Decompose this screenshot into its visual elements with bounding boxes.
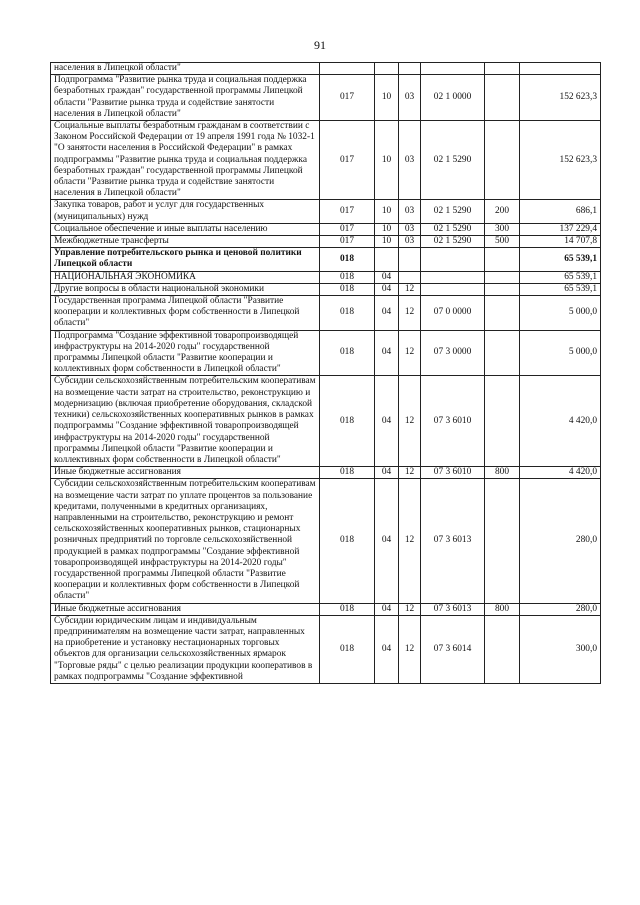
row-name-cell: Субсидии юридическим лицам и индивидуальным предпринимателям на возмещение части затрат, направленных на приобретение и установку нестационарных торговых объектов для организации сельскохозяйственных ярмарок "Торговые ряды" с целью реализации продукции кооперативов в рамках подпрограммы "Создание эффективной: [51, 615, 320, 683]
section-code-cell: 10: [375, 200, 399, 223]
budget-table: [50, 62, 601, 684]
subsection-code-cell: [399, 271, 421, 283]
subsection-code-cell: 12: [399, 376, 421, 467]
amount-cell: 4 420,0: [520, 467, 601, 479]
section-code-cell: 10: [375, 75, 399, 121]
amount-cell: 137 229,4: [520, 223, 601, 235]
subsection-code-cell: 03: [399, 121, 421, 200]
target-article-cell: [421, 283, 485, 295]
target-article-cell: 07 3 6014: [421, 615, 485, 683]
target-article-cell: 07 3 6010: [421, 467, 485, 479]
admin-code-cell: 018: [320, 467, 375, 479]
target-article-cell: 02 1 5290: [421, 121, 485, 200]
table-row: [51, 75, 601, 121]
row-name-cell: Социальные выплаты безработным гражданам в соответствии с Законом Российской Федерации от 19 апреля 1991 года № 1032-1 "О занятости населения в Российской Федерации" в рамках подпрограммы "Развитие рынка труда и социальная поддержка безработных граждан" государственной программы Липецкой области "Развитие рынка труда и содействие занятости населения в Липецкой области": [51, 121, 320, 200]
table-row: [51, 296, 601, 331]
expense-type-cell: 200: [485, 200, 520, 223]
target-article-cell: [421, 271, 485, 283]
target-article-cell: 02 1 5290: [421, 236, 485, 248]
row-name-cell: населения в Липецкой области": [51, 63, 320, 75]
expense-type-cell: [485, 75, 520, 121]
section-code-cell: 10: [375, 223, 399, 235]
section-code-cell: 04: [375, 467, 399, 479]
amount-cell: 65 539,1: [520, 283, 601, 295]
row-name-cell: Подпрограмма "Развитие рынка труда и социальная поддержка безработных граждан" государственной программы Липецкой области "Развитие рынка труда и содействие занятости населения в Липецкой области": [51, 75, 320, 121]
table-row: [51, 283, 601, 295]
target-article-cell: 07 3 6013: [421, 479, 485, 603]
admin-code-cell: 018: [320, 283, 375, 295]
table-row: [51, 63, 601, 75]
table-row: [51, 236, 601, 248]
subsection-code-cell: 12: [399, 479, 421, 603]
amount-cell: 300,0: [520, 615, 601, 683]
target-article-cell: 07 3 0000: [421, 330, 485, 376]
row-name-cell: НАЦИОНАЛЬНАЯ ЭКОНОМИКА: [51, 271, 320, 283]
admin-code-cell: 017: [320, 236, 375, 248]
expense-type-cell: [485, 615, 520, 683]
amount-cell: 4 420,0: [520, 376, 601, 467]
expense-type-cell: [485, 271, 520, 283]
amount-cell: 686,1: [520, 200, 601, 223]
admin-code-cell: 017: [320, 75, 375, 121]
row-name-cell: Межбюджетные трансферты: [51, 236, 320, 248]
expense-type-cell: 500: [485, 236, 520, 248]
table-row: [51, 615, 601, 683]
page-number: 91: [314, 38, 326, 52]
amount-cell: 5 000,0: [520, 296, 601, 331]
expense-type-cell: [485, 121, 520, 200]
row-name-cell: Субсидии сельскохозяйственным потребительским кооперативам на возмещение части затрат на строительство, реконструкцию и модернизацию (включая приобретение оборудования, складской техники) сельскохозяйственных кооперативных рынков в рамках подпрограммы "Создание эффективной товаропроизводящей инфраструктуры на 2014-2020 годы" государственной программы Липецкой области "Развитие кооперации и коллективных форм собственности в Липецкой области": [51, 376, 320, 467]
amount-cell: 65 539,1: [520, 248, 601, 271]
admin-code-cell: 018: [320, 376, 375, 467]
table-row: [51, 248, 601, 271]
admin-code-cell: 017: [320, 121, 375, 200]
expense-type-cell: [485, 376, 520, 467]
row-name-cell: Иные бюджетные ассигнования: [51, 603, 320, 615]
amount-cell: 14 707,8: [520, 236, 601, 248]
section-code-cell: 04: [375, 330, 399, 376]
row-name-cell: Субсидии сельскохозяйственным потребительским кооперативам на возмещение части затрат по уплате процентов за пользование кредитами, полученными в кредитных организациях, направленными на строительство, реконструкцию и ремонт сельскохозяйственных кооперативных рынков, стационарных розничных предприятий по торговле сельскохозяйственной продукцией в рамках подпрограммы "Создание эффективной товаропроизводящей инфраструктуры на 2014-2020 годы" государственной программы Липецкой области "Развитие кооперации и коллективных форм собственности в Липецкой области": [51, 479, 320, 603]
expense-type-cell: [485, 63, 520, 75]
admin-code-cell: 018: [320, 330, 375, 376]
table-row: [51, 330, 601, 376]
row-name-cell: Закупка товаров, работ и услуг для государственных (муниципальных) нужд: [51, 200, 320, 223]
subsection-code-cell: 12: [399, 330, 421, 376]
admin-code-cell: 017: [320, 200, 375, 223]
target-article-cell: 07 0 0000: [421, 296, 485, 331]
expense-type-cell: 300: [485, 223, 520, 235]
target-article-cell: 07 3 6013: [421, 603, 485, 615]
expense-type-cell: [485, 479, 520, 603]
section-code-cell: [375, 63, 399, 75]
subsection-code-cell: [399, 248, 421, 271]
admin-code-cell: 018: [320, 271, 375, 283]
row-name-cell: Другие вопросы в области национальной экономики: [51, 283, 320, 295]
table-body: [51, 63, 601, 684]
subsection-code-cell: 12: [399, 283, 421, 295]
row-name-cell: Иные бюджетные ассигнования: [51, 467, 320, 479]
subsection-code-cell: [399, 63, 421, 75]
admin-code-cell: 018: [320, 603, 375, 615]
target-article-cell: [421, 248, 485, 271]
row-name-cell: Государственная программа Липецкой области "Развитие кооперации и коллективных форм собственности в Липецкой области": [51, 296, 320, 331]
section-code-cell: 04: [375, 296, 399, 331]
expense-type-cell: [485, 296, 520, 331]
admin-code-cell: [320, 63, 375, 75]
admin-code-cell: 018: [320, 248, 375, 271]
amount-cell: 65 539,1: [520, 271, 601, 283]
section-code-cell: 04: [375, 479, 399, 603]
expense-type-cell: [485, 283, 520, 295]
amount-cell: 152 623,3: [520, 121, 601, 200]
target-article-cell: 07 3 6010: [421, 376, 485, 467]
amount-cell: 5 000,0: [520, 330, 601, 376]
table-row: [51, 121, 601, 200]
section-code-cell: 10: [375, 236, 399, 248]
section-code-cell: [375, 248, 399, 271]
target-article-cell: 02 1 5290: [421, 200, 485, 223]
subsection-code-cell: 12: [399, 467, 421, 479]
table-row: [51, 467, 601, 479]
amount-cell: 280,0: [520, 479, 601, 603]
section-code-cell: 04: [375, 283, 399, 295]
amount-cell: 280,0: [520, 603, 601, 615]
expense-type-cell: 800: [485, 467, 520, 479]
subsection-code-cell: 03: [399, 223, 421, 235]
expense-type-cell: [485, 248, 520, 271]
section-code-cell: 04: [375, 376, 399, 467]
subsection-code-cell: 03: [399, 75, 421, 121]
table-row: [51, 200, 601, 223]
expense-type-cell: 800: [485, 603, 520, 615]
admin-code-cell: 018: [320, 296, 375, 331]
amount-cell: [520, 63, 601, 75]
table-row: [51, 603, 601, 615]
subsection-code-cell: 12: [399, 603, 421, 615]
subsection-code-cell: 12: [399, 296, 421, 331]
expense-type-cell: [485, 330, 520, 376]
table-row: [51, 223, 601, 235]
section-code-cell: 04: [375, 615, 399, 683]
subsection-code-cell: 12: [399, 615, 421, 683]
subsection-code-cell: 03: [399, 236, 421, 248]
section-code-cell: 04: [375, 271, 399, 283]
row-name-cell: Социальное обеспечение и иные выплаты населению: [51, 223, 320, 235]
admin-code-cell: 017: [320, 223, 375, 235]
target-article-cell: [421, 63, 485, 75]
admin-code-cell: 018: [320, 479, 375, 603]
section-code-cell: 04: [375, 603, 399, 615]
amount-cell: 152 623,3: [520, 75, 601, 121]
admin-code-cell: 018: [320, 615, 375, 683]
table-row: [51, 271, 601, 283]
target-article-cell: 02 1 5290: [421, 223, 485, 235]
table-row: [51, 479, 601, 603]
target-article-cell: 02 1 0000: [421, 75, 485, 121]
subsection-code-cell: 03: [399, 200, 421, 223]
row-name-cell: Подпрограмма "Создание эффективной товаропроизводящей инфраструктуры на 2014-2020 годы" государственной программы Липецкой области "Развитие кооперации и коллективных форм собственности в Липецкой области": [51, 330, 320, 376]
row-name-cell: Управление потребительского рынка и ценовой политики Липецкой области: [51, 248, 320, 271]
section-code-cell: 10: [375, 121, 399, 200]
table-row: [51, 376, 601, 467]
